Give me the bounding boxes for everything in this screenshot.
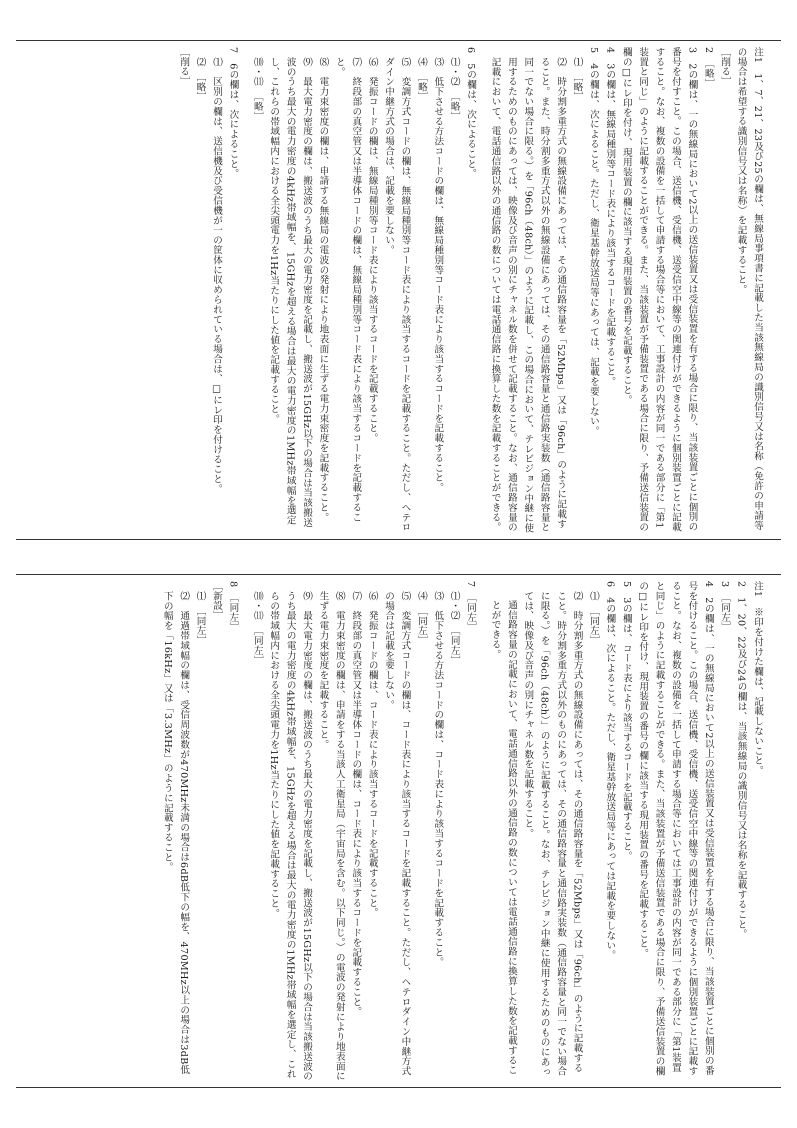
paragraph: 注1 ※印を付けた欄は、記載しないこと。: [752, 581, 763, 776]
paragraph: ⑺ 終段部の真空管又は半導体コードの欄は、コード表により該当するコードを記載すること。: [350, 590, 362, 1017]
amended-paragraph-list: [175, 47, 765, 533]
paragraph: 6 5の欄は、次によること。: [465, 47, 477, 179]
paragraph: 通信路容量の記載において、電話通信路以外の通信路の数については電話通信路に換算した数を記載することができる。: [489, 600, 517, 1076]
paragraph: 4 3の欄は、無線局種別等コード表により該当するコードを記載すること。: [604, 47, 616, 387]
paragraph: ⑵ 時分割多重方式の無線設備にあっては、その通信路容量を「52Mbps」又は「96ch」のように記載すること。時分割多重方式以外のものにあっては、その通信路容量と通信路実装数（通信路容量と同一でない場合に限る。）を「96ch（48ch）」のように記載すること。なお、テレビジョン中継に使用するためのものにあっては、映像及び音声の別にチャネル数を記載すること。: [522, 590, 583, 1077]
current-paragraph-list: [158, 581, 765, 1081]
paragraph: 2 1、20、22及び24の欄は、当該無線局の識別信号又は名称を記載すること。: [735, 581, 747, 940]
paragraph: ［削る］: [719, 47, 731, 87]
amended-text-column: [24, 47, 773, 533]
paragraph: ⑵ ［略］: [194, 56, 206, 102]
paragraph: ⑴・⑵ ［同左］: [448, 590, 460, 665]
paragraph: ⑽・⑾ ［略］: [251, 56, 263, 122]
paragraph: ⑺ 終段部の真空管又は半導体コードの欄は、無線局種別等コード表により該当するコードを記載すること。: [333, 56, 362, 522]
paragraph: ⑷ ［同左］: [415, 590, 427, 646]
paragraph: ⑴ 区別の欄は、送信機及び受信機が一の筐体に収められている場合は、□にレ印を付けること。: [211, 56, 222, 494]
amended-text-section: [16, 40, 781, 540]
paragraph: ⑻ 電力束密度の欄は、申請する無線局の電波の発射により地表面に生ずる電力束密度を記載すること。: [317, 56, 329, 522]
paragraph: ⑵ 通過帯域幅の欄は、受信周波数が470MHz未満の場合は6dB低下の幅を、470MHz以上の場合は3dB低下の幅を「16kHz」又は「3.3MHz」のように記載すること。: [161, 590, 190, 1075]
paragraph: ⑵ 時分割多重方式の無線設備にあっては、その通信路容量を「52Mbps」又は「96ch」のように記載すること。また、時分割多重方式以外の無線設備にあっては、その通信路容量と通信路実装数（通信路容量と同一でない場合に限る。）を「96ch（48ch）」のように記載し、この場合において、テレビジョン中継に使用するためのものにあっては、映像及び音声の別にチャネル数を併せて記載すること。なお、通信路容量の記載において、電話通信路以外の通信路の数については電話通信路に換算した数を記載することができる。: [489, 56, 567, 533]
paragraph: 2 ［略］: [702, 47, 714, 89]
current-text-column: [24, 581, 773, 1081]
paragraph: 注1 1、7、21、23及び25の欄は、無線局事項書に記載した当該無線局の識別信号又は名称（免許の申請等の場合は希望する識別信号又は名称）を記載すること。: [735, 47, 763, 531]
paragraph: ⑴・⑵ ［略］: [448, 56, 460, 122]
paragraph: ⑶ 低下させる方法コードの欄は、コード表により該当するコードを記載すること。: [432, 590, 444, 967]
paragraph: ⑻ 電力束密度の欄は、申請をする当該人工衛星局（宇宙局を含む。以下同じ。）の電波の発射により地表面に生ずる電力束密度を記載すること。: [317, 590, 345, 1081]
paragraph: ［削る］: [178, 47, 190, 87]
paragraph: ⑸ 変調方式コードの欄は、無線局種別等コード表により該当するコードを記載すること。ただし、ヘテロダイン中継方式の場合は、記載を要しない。: [383, 56, 411, 532]
paragraph: ⑴ ［同左］: [587, 590, 599, 646]
paragraph: 3 ［同左］: [719, 581, 731, 633]
paragraph: ［新設］: [211, 581, 222, 621]
paragraph: ⑼ 最大電力密度の欄は、搬送波のうち最大の電力密度を記載し、搬送波が15GHz以下の場合は当該搬送波のうち最大の電力密度の4kHz帯域幅を、15GHzを超える場合は最大の電力密度の1MHz帯域幅を選定し、これらの帯域幅内における全尖頭電力を1Hz当たりにした値を記載すること。: [268, 56, 313, 527]
paragraph: 5 4の欄は、次によること。ただし、衛星基幹放送局等にあっては、記載を要しない。: [587, 47, 599, 437]
paragraph: 4 2の欄は、一の無線局において2以上の送信装置又は受信装置を有する場合に限り、当該装置ごとに個別の番号を付けること。この場合、送信機、受信機、送受信空中線等の関連付けができるように個別装置ごとに記載すること。なお、複数の設備を一括して申請する場合等においては工事設計の内容が同一である部分に「第1装置と同じ」のように記載することができる。また、当該装置が予備送信装置である場合に限り、予備送信装置の欄の□にレ印を付け、現用装置の番号の欄に該当する現用装置の番号を記載すること。: [637, 581, 714, 1076]
paragraph: 8 ［同左］: [227, 581, 239, 633]
paragraph: 6 4の欄は、次によること。ただし、衛星基幹放送局等にあっては記載を要しない。: [604, 581, 616, 961]
paragraph: ⑹ 発振コードの欄は、コード表により該当するコードを記載すること。: [366, 590, 378, 918]
paragraph: ⑶ 低下させる方法コードの欄は、無線局種別等コード表により該当するコードを記載すること。: [432, 56, 444, 493]
paragraph: ⑴ ［略］: [571, 56, 583, 102]
paragraph: ⑹ 発振コードの欄は、無線局種別等コード表により該当するコードを記載すること。: [366, 56, 378, 443]
paragraph: ⑸ 変調方式コードの欄は、コード表により該当するコードを記載すること。ただし、ヘテロダイン中継方式の場合は記載を要しない。: [383, 590, 411, 1076]
section-divider: [0, 548, 797, 566]
paragraph: 5 3の欄は、コード表により該当するコードを記載すること。: [620, 581, 632, 862]
current-text-section: [16, 574, 781, 1088]
paragraph: ⑴ ［同左］: [194, 590, 206, 646]
paragraph: ⑽・⑾ ［同左］: [251, 590, 263, 665]
paragraph: 7 6の欄は、次によること。: [227, 47, 239, 179]
paragraph: 3 2の欄は、一の無線局において2以上の送信装置又は受信装置を有する場合に限り、当該装置ごとに個別の番号を付すこと。この場合、送信機、受信機、送受信空中線等の関連付けができるように個別装置ごとに記載すること。なお、複数の設備を一括して申請する場合等において、工事設計の内容が同一である部分に「第1装置と同じ」のように記載することができる。また、当該装置が予備装置である場合に限り、予備送信装置の欄の□にレ印を付け、現用装置の欄に該当する現用装置の番号を記載すること。: [620, 47, 698, 533]
paragraph: 7 ［同左］: [465, 581, 477, 633]
paragraph: ⑷ ［略］: [415, 56, 427, 102]
paragraph: ⑼ 最大電力密度の欄は、搬送波のうち最大の電力密度を記載し、搬送波が15GHz以下の場合は当該搬送波のうち最大の電力密度の4kHz帯域幅を、15GHzを超える場合は最大の電力密度の1MHz帯域幅を選定し、これらの帯域幅内における全尖頭電力を1Hz当たりにした値を記載すること。: [268, 590, 313, 1081]
